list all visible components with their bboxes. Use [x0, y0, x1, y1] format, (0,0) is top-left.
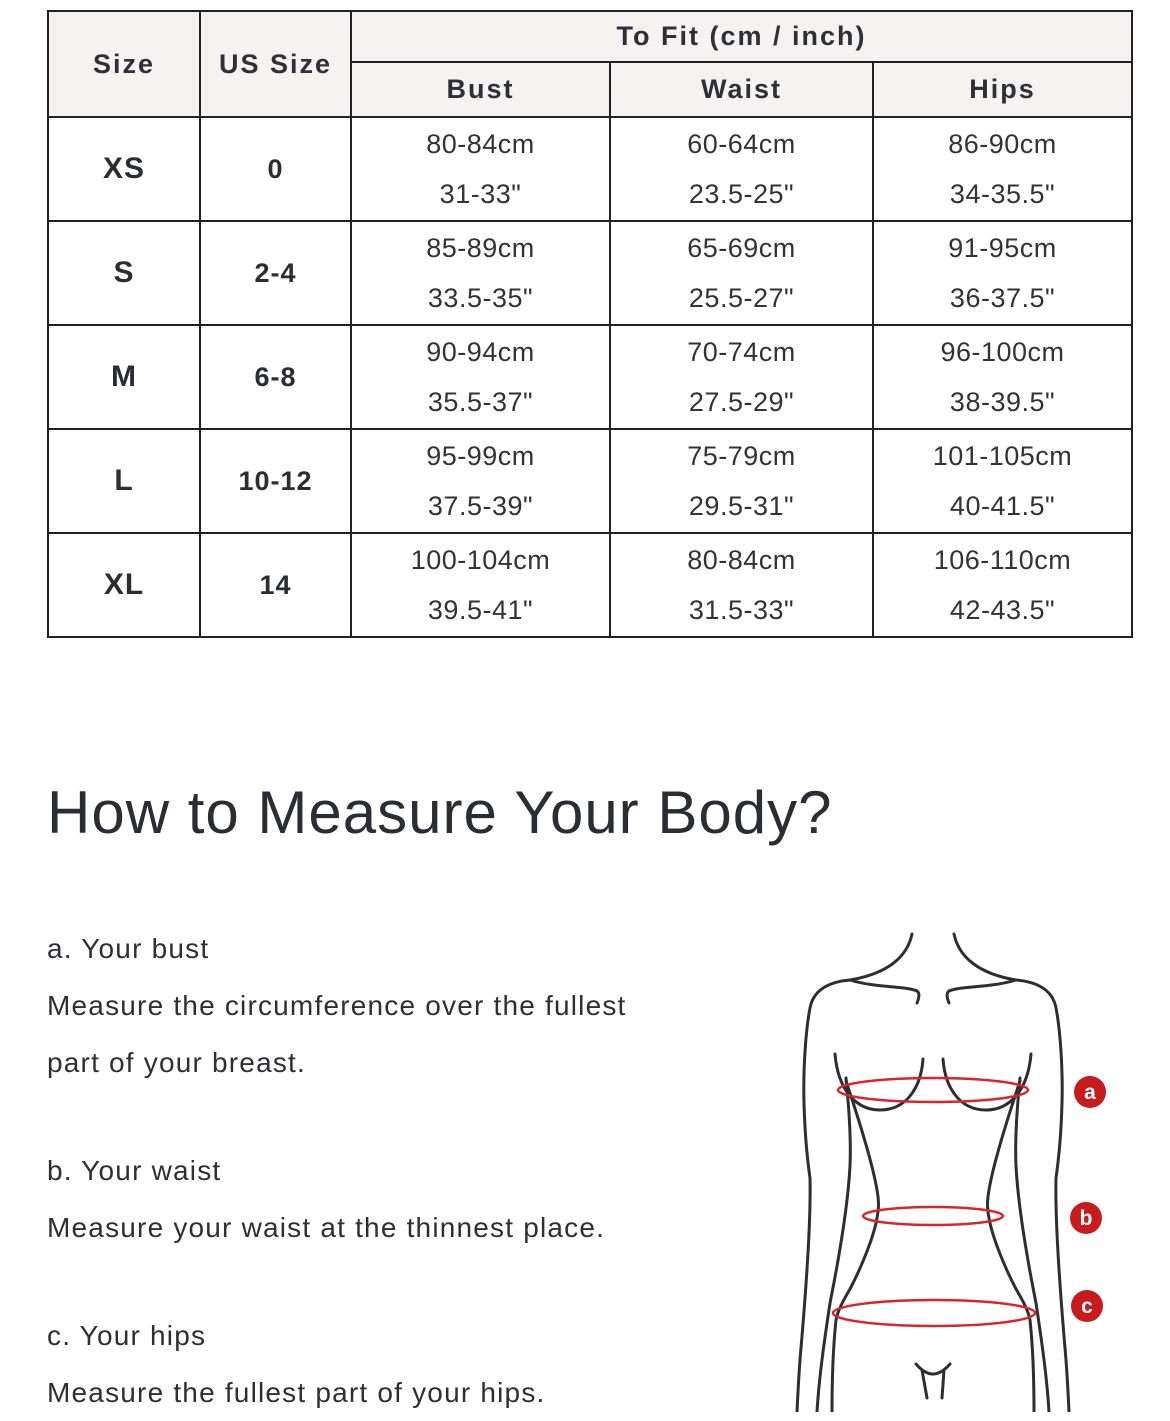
- col-header-bust: Bust: [351, 62, 610, 117]
- step-title: b. Your waist: [47, 1155, 222, 1186]
- inch-value: 36-37.5": [949, 283, 1056, 313]
- measure-lines: [833, 1078, 1035, 1326]
- neck-line-right: [954, 934, 1016, 980]
- table-row-xl: [48, 533, 1132, 637]
- cm-value: 70-74cm: [687, 337, 796, 367]
- shoulder-line-left: [850, 980, 919, 1003]
- inch-value: 33.5-35": [427, 283, 534, 313]
- body-measurement-diagram: [780, 918, 1170, 1412]
- hips-cell: [873, 325, 1132, 429]
- hips-cell: [873, 221, 1132, 325]
- inch-value: 40-41.5": [949, 491, 1056, 521]
- neck-line-left: [850, 934, 912, 980]
- inch-value: 38-39.5": [949, 387, 1056, 417]
- hips-cell: [873, 533, 1132, 637]
- bust-badge: a: [1074, 1076, 1106, 1108]
- waist-cell: [610, 325, 873, 429]
- us-size-cell: 0: [200, 117, 351, 221]
- table-row-xs: [48, 117, 1132, 221]
- hips-badge: c: [1071, 1290, 1103, 1322]
- size-chart-table: [47, 10, 1133, 638]
- size-cell: XL: [48, 533, 200, 637]
- step-text: Measure the circumference over the fullest: [47, 990, 627, 1021]
- inch-value: 35.5-37": [427, 387, 534, 417]
- cm-value: 65-69cm: [687, 233, 796, 263]
- cm-value: 80-84cm: [426, 129, 535, 159]
- cm-value: 60-64cm: [687, 129, 796, 159]
- us-size-cell: 6-8: [200, 325, 351, 429]
- size-cell: L: [48, 429, 200, 533]
- size-cell: S: [48, 221, 200, 325]
- step-text: Measure the fullest part of your hips.: [47, 1377, 546, 1408]
- cm-value: 101-105cm: [932, 441, 1073, 471]
- step-title: c. Your hips: [47, 1320, 207, 1351]
- table-row-s: [48, 221, 1132, 325]
- inch-value: 34-35.5": [949, 179, 1056, 209]
- cm-value: 75-79cm: [687, 441, 796, 471]
- waist-cell: [610, 533, 873, 637]
- inch-value: 25.5-27": [688, 283, 795, 313]
- waist-cell: [610, 117, 873, 221]
- bikini-line: [916, 1364, 950, 1398]
- inch-value: 31-33": [439, 179, 522, 209]
- cm-value: 90-94cm: [426, 337, 535, 367]
- waist-badge: b: [1070, 1202, 1102, 1234]
- col-header-size: Size: [48, 11, 200, 117]
- waist-measure-line: [863, 1207, 1003, 1225]
- col-header-to-fit: To Fit (cm / inch): [351, 11, 1132, 62]
- bust-cell: [351, 533, 610, 637]
- inch-value: 29.5-31": [688, 491, 795, 521]
- cm-value: 96-100cm: [940, 337, 1065, 367]
- step-text: Measure your waist at the thinnest place.: [47, 1212, 606, 1243]
- cm-value: 80-84cm: [687, 545, 796, 575]
- inch-value: 37.5-39": [427, 491, 534, 521]
- size-cell: XS: [48, 117, 200, 221]
- hips-measure-line: [833, 1300, 1035, 1326]
- table-row-m: [48, 325, 1132, 429]
- bust-cell: [351, 117, 610, 221]
- bust-measure-line: [838, 1078, 1028, 1102]
- bust-cell: [351, 325, 610, 429]
- measure-instructions: [47, 920, 797, 1421]
- torso-outline: [797, 934, 1069, 1412]
- col-header-us-size: US Size: [200, 11, 351, 117]
- inch-value: 39.5-41": [427, 595, 534, 625]
- size-cell: M: [48, 325, 200, 429]
- us-size-cell: 10-12: [200, 429, 351, 533]
- body-outline-illustration: [780, 918, 1170, 1412]
- shoulder-line-right: [947, 980, 1016, 1003]
- cm-value: 95-99cm: [426, 441, 535, 471]
- inch-value: 27.5-29": [688, 387, 795, 417]
- waist-cell: [610, 221, 873, 325]
- step-bust: [47, 920, 797, 1091]
- cm-value: 100-104cm: [410, 545, 551, 575]
- inch-value: 23.5-25": [688, 179, 795, 209]
- hips-cell: [873, 429, 1132, 533]
- cm-value: 106-110cm: [933, 545, 1072, 575]
- step-waist: [47, 1142, 797, 1256]
- cm-value: 86-90cm: [948, 129, 1057, 159]
- cm-value: 85-89cm: [426, 233, 535, 263]
- hips-cell: [873, 117, 1132, 221]
- us-size-cell: 14: [200, 533, 351, 637]
- step-title: a. Your bust: [47, 933, 210, 964]
- section-heading: How to Measure Your Body?: [47, 779, 833, 846]
- us-size-cell: 2-4: [200, 221, 351, 325]
- col-header-hips: Hips: [873, 62, 1132, 117]
- col-header-waist: Waist: [610, 62, 873, 117]
- bust-cell: [351, 221, 610, 325]
- cm-value: 91-95cm: [948, 233, 1057, 263]
- inch-value: 31.5-33": [688, 595, 795, 625]
- step-text: part of your breast.: [47, 1047, 307, 1078]
- table-header-row-top: [48, 11, 1132, 62]
- bust-cell: [351, 429, 610, 533]
- inch-value: 42-43.5": [949, 595, 1056, 625]
- step-hips: [47, 1307, 797, 1421]
- waist-cell: [610, 429, 873, 533]
- table-row-l: [48, 429, 1132, 533]
